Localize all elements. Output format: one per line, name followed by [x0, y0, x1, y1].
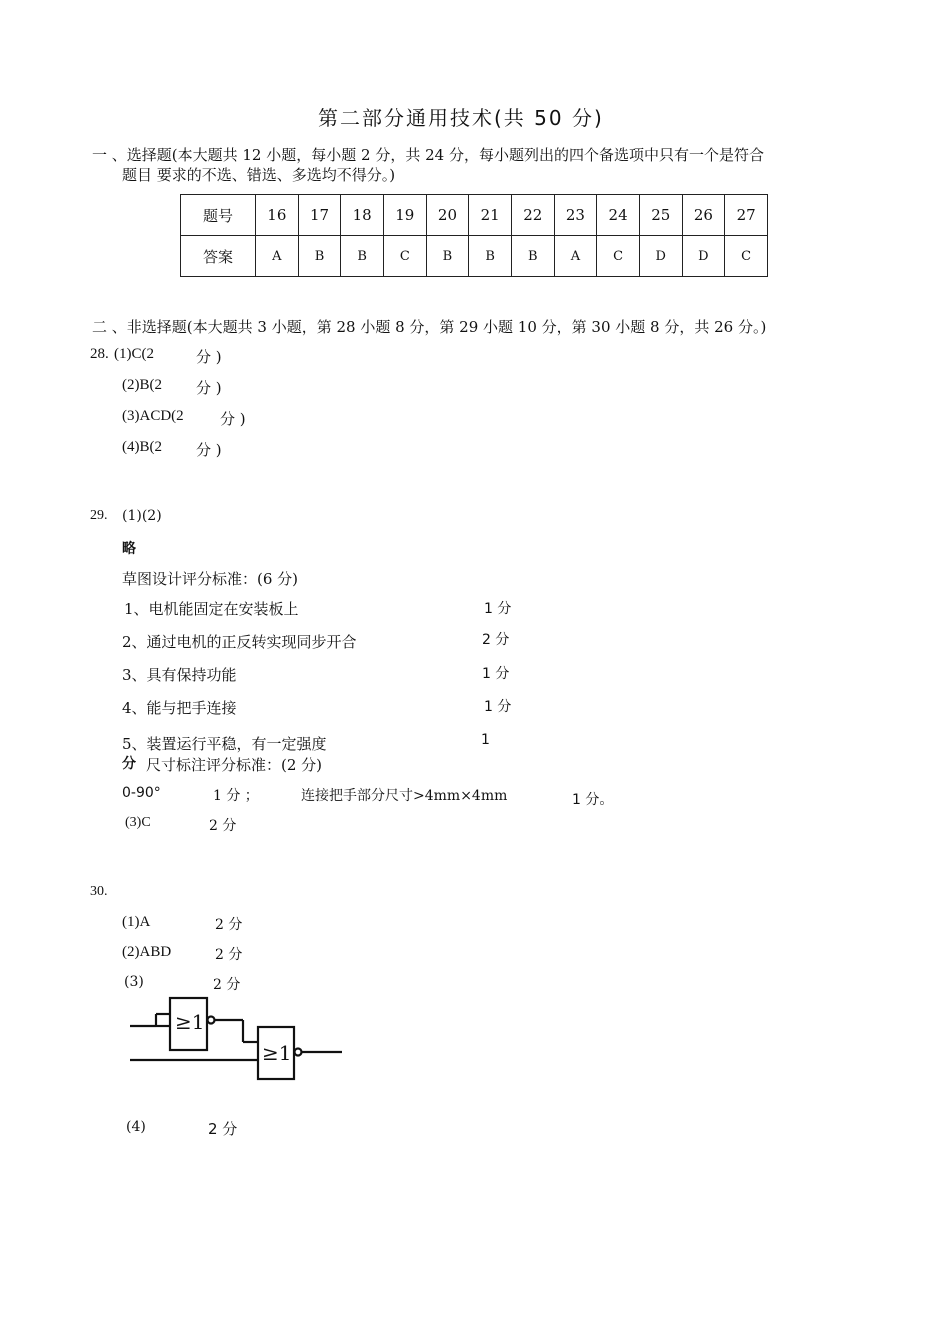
- answer-cell: C: [725, 236, 768, 277]
- answer-cell: B: [426, 236, 469, 277]
- section1-instruction-line2: 题目 要求的不选、错选、多选均不得分。): [122, 166, 396, 184]
- q28-score-3: 分 ): [220, 410, 246, 428]
- answer-cell: A: [256, 236, 299, 277]
- q29-criterion-1: 1、电机能固定在安装板上: [124, 600, 299, 618]
- question-number: 17: [298, 195, 341, 236]
- q30-score-1: 2 分: [215, 917, 243, 933]
- table-header-label: 题号: [181, 195, 256, 236]
- question-number: 19: [383, 195, 426, 236]
- q29-parts: (1)(2): [122, 508, 162, 524]
- q29-criterion-4-score: 1 分: [484, 699, 512, 715]
- q30-answer-3: (3): [124, 974, 144, 990]
- q28-score-4: 分 ): [196, 441, 222, 459]
- nor-gate-2-bubble: [295, 1049, 302, 1056]
- q29-part3-answer: (3)C: [125, 815, 151, 830]
- q29-criterion-1-score: 1 分: [484, 601, 512, 617]
- nor-gate-1-bubble: [208, 1017, 215, 1024]
- page-title: 第二部分通用技术(共 50 分): [318, 106, 604, 130]
- answer-cell: B: [341, 236, 384, 277]
- q29-dimension-title: 尺寸标注评分标准：(2 分): [146, 756, 323, 774]
- question-number: 16: [256, 195, 299, 236]
- q30-answer-2: (2)ABD: [122, 944, 172, 960]
- q30-score-3: 2 分: [213, 977, 241, 993]
- q28-answer-1: (1)C(2: [114, 346, 154, 362]
- q29-criterion-3-score: 1 分: [482, 666, 510, 682]
- answer-cell: C: [597, 236, 640, 277]
- q29-criterion-5: 5、装置运行平稳，有一定强度: [122, 735, 327, 753]
- logic-gate-diagram: [120, 990, 360, 1090]
- q29-angle-range: 0-90°: [122, 785, 161, 801]
- answer-cell: D: [682, 236, 725, 277]
- q29-part3-score: 2 分: [209, 818, 237, 834]
- q28-answer-3: (3)ACD(2: [122, 408, 184, 424]
- q29-criterion-5-score: 1: [481, 732, 490, 748]
- q29-criteria-title: 草图设计评分标准：(6 分): [122, 570, 299, 588]
- q30-score-2: 2 分: [215, 947, 243, 963]
- question-number: 23: [554, 195, 597, 236]
- question-number: 21: [469, 195, 512, 236]
- q29-score-fen: 分: [122, 756, 136, 772]
- q29-criterion-4: 4、能与把手连接: [122, 699, 237, 717]
- answer-cell: B: [511, 236, 554, 277]
- q28-answer-4: (4)B(2: [122, 439, 162, 455]
- answer-cell: C: [383, 236, 426, 277]
- q28-score-2: 分 ): [196, 379, 222, 397]
- question-number: 18: [341, 195, 384, 236]
- q29-label: 29.: [90, 508, 108, 523]
- q28-score-1: 分 ): [196, 348, 222, 366]
- table-answer-label: 答案: [181, 236, 256, 277]
- question-number: 27: [725, 195, 768, 236]
- section1-instruction-line1: 一 、选择题(本大题共 12 小题，每小题 2 分，共 24 分，每小题列出的四个备选项中只有一个是符合: [92, 146, 764, 164]
- answer-table: [180, 194, 768, 277]
- section2-header: 二 、非选择题(本大题共 3 小题，第 28 小题 8 分，第 29 小题 10 分，第 30 小题 8 分，共 26 分。): [92, 318, 767, 336]
- q29-criterion-3: 3、具有保持功能: [122, 666, 237, 684]
- table-row: [181, 195, 768, 236]
- nor-gate-1-label: ≥1: [175, 1010, 205, 1034]
- q29-criterion-2: 2、通过电机的正反转实现同步开合: [122, 633, 357, 651]
- q30-part4-score: 2 分: [208, 1120, 238, 1138]
- question-number: 24: [597, 195, 640, 236]
- q28-label: 28.: [90, 346, 109, 362]
- question-number: 22: [511, 195, 554, 236]
- answer-cell: B: [298, 236, 341, 277]
- question-number: 25: [639, 195, 682, 236]
- nor-gate-2-label: ≥1: [262, 1041, 292, 1065]
- q29-omitted: 略: [122, 541, 136, 557]
- answer-cell: B: [469, 236, 512, 277]
- q29-criterion-2-score: 2 分: [482, 632, 510, 648]
- answer-cell: D: [639, 236, 682, 277]
- question-number: 26: [682, 195, 725, 236]
- q30-part4: (4): [126, 1119, 146, 1135]
- question-number: 20: [426, 195, 469, 236]
- q29-size-requirement: 连接把手部分尺寸>4mm×4mm: [301, 788, 508, 804]
- table-row: [181, 236, 768, 277]
- q30-label: 30.: [90, 884, 108, 899]
- q28-answer-2: (2)B(2: [122, 377, 162, 393]
- q30-answer-1: (1)A: [122, 914, 151, 930]
- q29-angle-score: 1 分 ；: [213, 788, 259, 804]
- answer-cell: A: [554, 236, 597, 277]
- q29-size-score: 1 分。: [572, 792, 614, 808]
